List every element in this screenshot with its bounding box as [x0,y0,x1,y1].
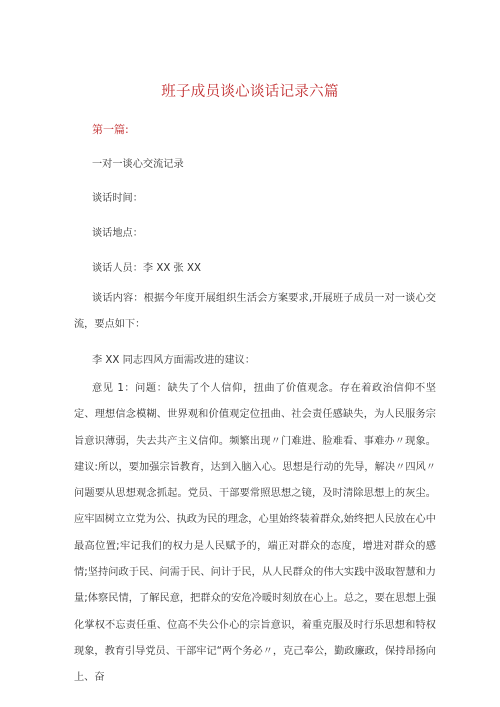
document-title: 班子成员谈心谈话记录六篇 [161,84,339,100]
people-line: 谈话人员：李 XX 张 XX [92,263,201,274]
section-heading: 第一篇: [92,123,129,136]
suggestion-intro-line: 李 XX 同志四风方面需改进的建议： [92,355,256,366]
place-line: 谈话地点： [92,228,143,239]
content-intro-paragraph: 谈话内容：根据今年度开展组织生活会方案要求,开展班子成员一对一谈心交流，要点如下： [74,293,436,331]
record-type-line: 一对一谈心交流记录 [92,159,184,170]
opinion-1-paragraph: 意见 1：问题：缺失了个人信仰，扭曲了价值观念。存在着政治信仰不坚定、理想信念模糊、世界观和价值观定位扭曲、社会责任感缺失，为人民服务宗旨意识薄弱，失去共产主义信仰。频繁出现〃门难进、脸难看、事难办〃现象。建议:所以，要加强宗旨教育，达到入脑入心。思想是行动的先导，解决〃四风〃问题要从思想观念抓起。党员、干部要常照思想之镜，及时清除思想上的灰尘。应牢固树立立党为公、执政为民的理念，心里始终装着群众,始终把人民放在心中最高位置;牢记我们的权力是人民赋予的，端正对群众的态度，增进对群众的感情;坚持问政于民、问需于民、问计于民，从人民群众的伟大实践中汲取智慧和力量;体察民情，了解民意，把群众的安危冷暖时刻放在心上。总之，要在思想上强化掌权不忘责任重、位高不失公仆心的宗旨意识，着重克服及时行乐思想和特权现象，教育引导党员、干部牢记“两个务必〃，克己奉公，勤政廉政，保持昂扬向上、奋 [74,383,436,684]
time-line: 谈话时间： [92,193,143,204]
